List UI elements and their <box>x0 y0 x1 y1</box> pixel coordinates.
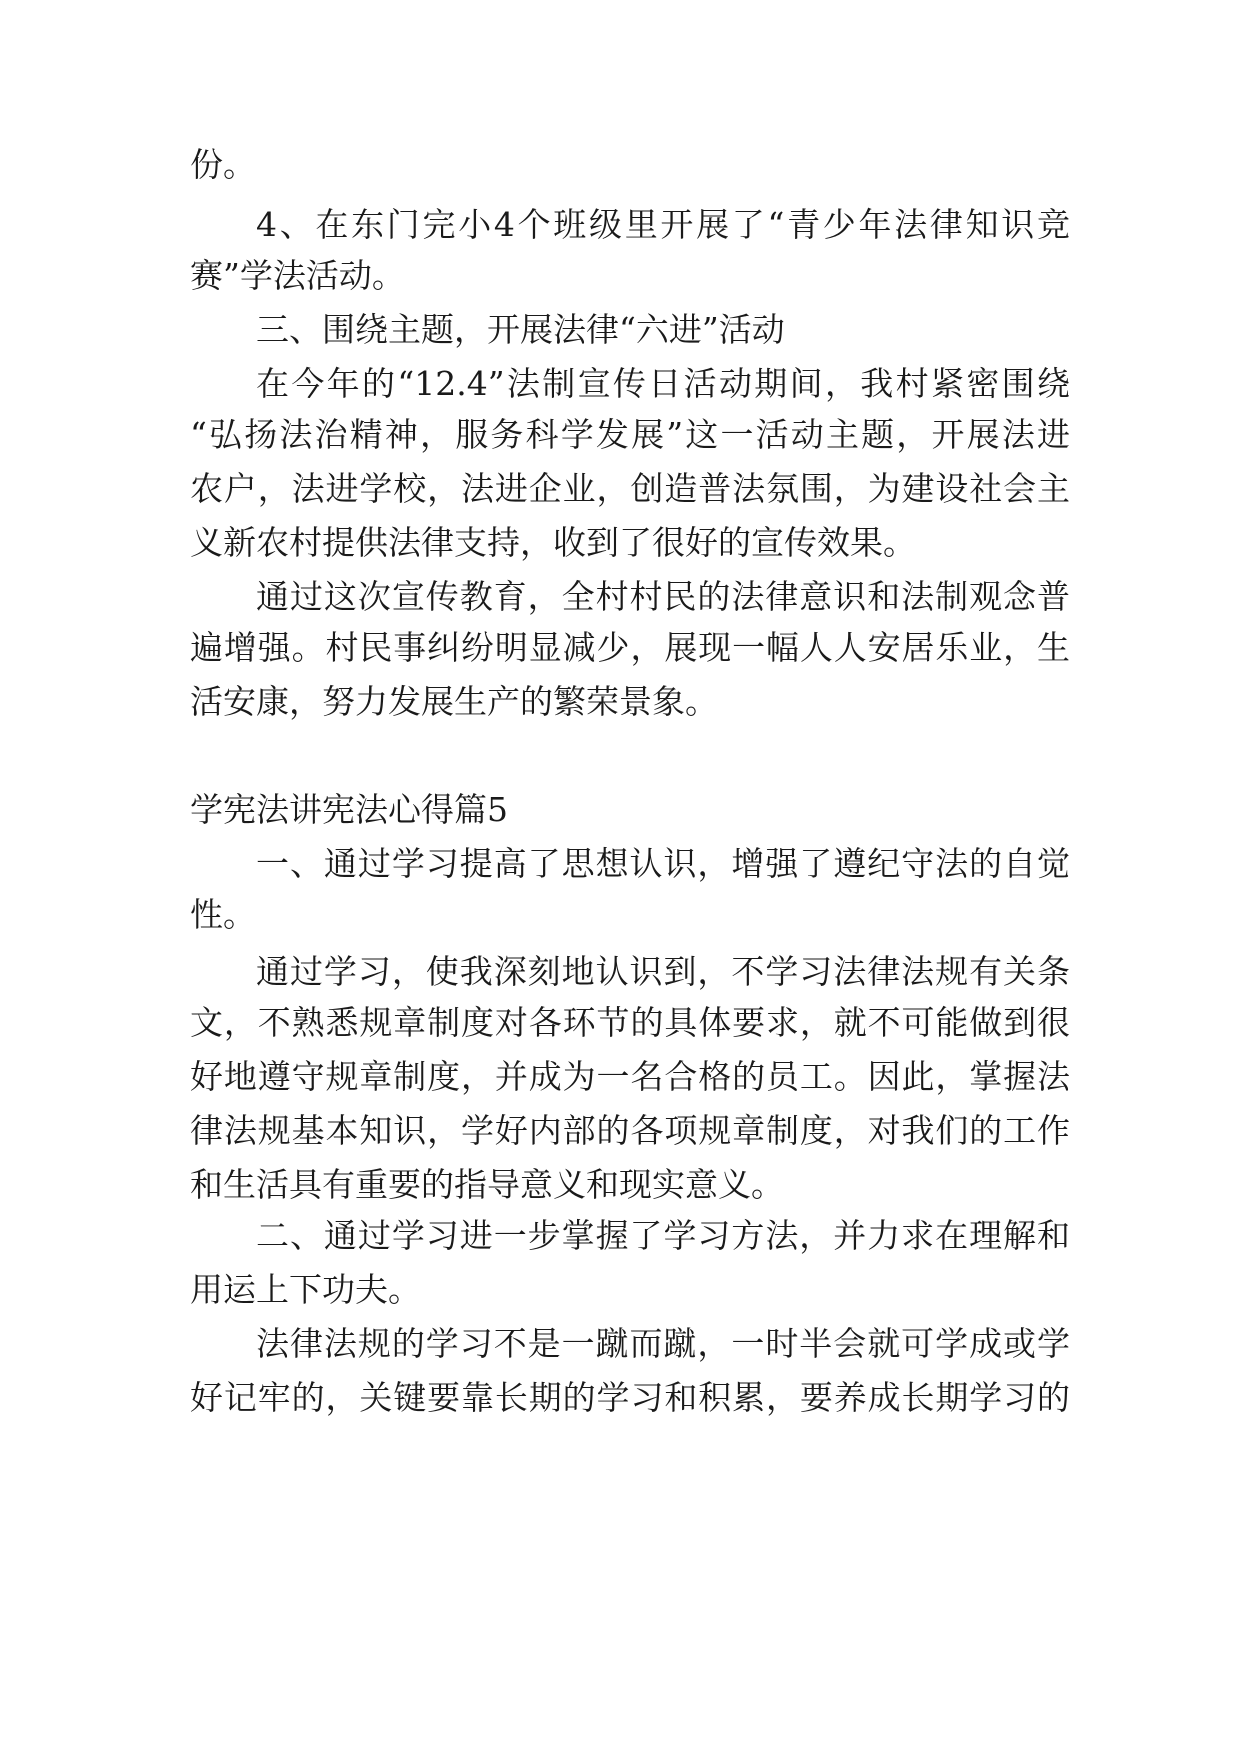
text-line: 好地遵守规章制度，并成为一名合格的员工。因此，掌握法 <box>190 1057 1070 1096</box>
text-line: 律法规基本知识，学好内部的各项规章制度，对我们的工作 <box>190 1111 1070 1150</box>
text-line: 文，不熟悉规章制度对各环节的具体要求，就不可能做到很 <box>190 1003 1070 1042</box>
text-line: 活安康，努力发展生产的繁荣景象。 <box>190 682 718 721</box>
section-heading: 三、围绕主题，开展法律“六进”活动 <box>256 310 785 349</box>
text-line: 农户，法进学校，法进企业，创造普法氛围，为建设社会主 <box>190 469 1070 508</box>
text-line: 4、在东门完小4个班级里开展了“青少年法律知识竞 <box>256 205 1070 244</box>
text-line: “弘扬法治精神，服务科学发展”这一活动主题，开展法进 <box>190 415 1070 454</box>
text-line: 用运上下功夫。 <box>190 1270 421 1309</box>
text-line: 和生活具有重要的指导意义和现实意义。 <box>190 1165 784 1204</box>
text-line: 份。 <box>190 145 256 184</box>
text-line: 一、通过学习提高了思想认识，增强了遵纪守法的自觉 <box>256 844 1070 883</box>
text-line: 二、通过学习进一步掌握了学习方法，并力求在理解和 <box>256 1216 1070 1255</box>
text-line: 通过这次宣传教育，全村村民的法律意识和法制观念普 <box>256 577 1070 616</box>
text-line: 法律法规的学习不是一蹴而蹴，一时半会就可学成或学 <box>256 1324 1070 1363</box>
text-line: 在今年的“12.4”法制宣传日活动期间，我村紧密围绕 <box>256 364 1070 403</box>
text-line: 通过学习，使我深刻地认识到，不学习法律法规有关条 <box>256 952 1070 991</box>
text-line: 好记牢的，关键要靠长期的学习和积累，要养成长期学习的 <box>190 1378 1070 1417</box>
text-line: 赛”学法活动。 <box>190 256 405 295</box>
article-title: 学宪法讲宪法心得篇5 <box>190 790 508 829</box>
text-line: 遍增强。村民事纠纷明显减少，展现一幅人人安居乐业，生 <box>190 628 1070 667</box>
text-line: 性。 <box>190 895 256 934</box>
text-line: 义新农村提供法律支持，收到了很好的宣传效果。 <box>190 523 916 562</box>
